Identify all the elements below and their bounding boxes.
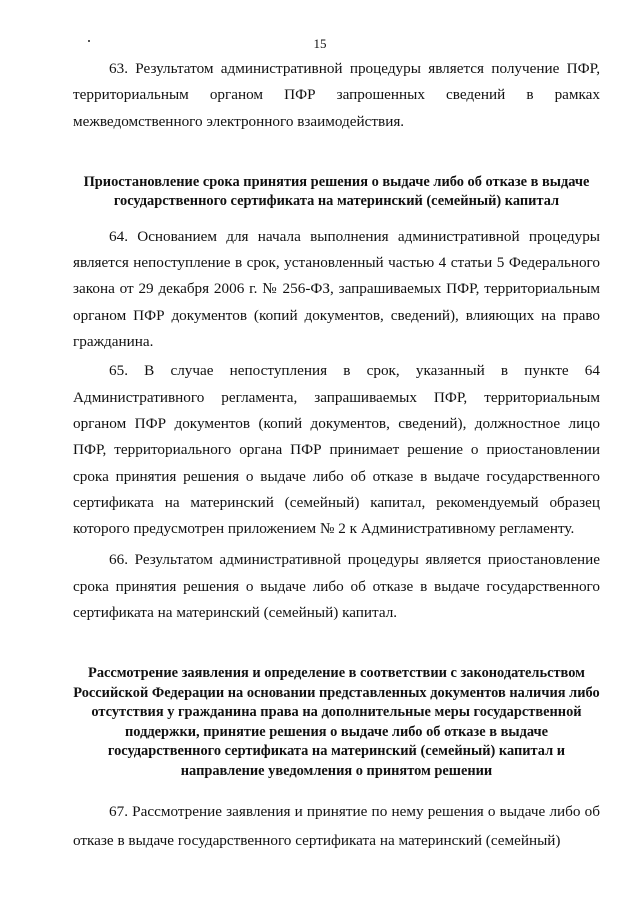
page-number: 15 (313, 36, 327, 51)
heading-review: Рассмотрение заявления и определение в соответствии с законодательством Российской Федерации на основании представленных документов наличия либо отсутствия у гражданина права на дополнительные меры государственной поддержки, принятие решения о выдаче либо об отказе в выдаче государственного сертификата на материнский (семейный) капитал и направление уведомления о принятом решении (73, 665, 600, 779)
paragraph-66: 66. Результатом административной процедуры является приостановление срока принятия решения о выдаче либо об отказе в выдаче государственного сертификата на материнский (семейный) капитал. (73, 551, 600, 622)
heading-suspension: Приостановление срока принятия решения о выдаче либо об отказе в выдаче государственного сертификата на материнский (семейный) капитал (83, 173, 590, 210)
paragraph-65: 65. В случае непоступления в срок, указанный в пункте 64 Административного регламента, запрашиваемых ПФР, территориальным органом ПФР документов (копий документов, сведений), должностное лицо ПФР, территориального органа ПФР принимает решение о приостановлении срока принятия решения о выдаче либо об отказе в выдаче государственного сертификата на материнский (семейный) капитал, рекомендуемый образец которого предусмотрен приложением № 2 к Административному регламенту. (73, 362, 600, 538)
paragraph-63: 63. Результатом административной процедуры является получение ПФР, территориальным органом ПФР запрошенных сведений в рамках межведомственного электронного взаимодействия. (73, 60, 600, 130)
document-body (73, 56, 600, 855)
paragraph-67: 67. Рассмотрение заявления и принятие по нему решения о выдаче либо об отказе в выдаче государственного сертификата на материнский (семейный) (73, 803, 600, 850)
paragraph-64: 64. Основанием для начала выполнения административной процедуры является непоступление в срок, установленный частью 4 статьи 5 Федерального закона от 29 декабря 2006 г. № 256-ФЗ, запрашиваемых ПФР, территориальным органом ПФР документов (копий документов, сведений), влияющих на право гражданина. (73, 227, 600, 351)
